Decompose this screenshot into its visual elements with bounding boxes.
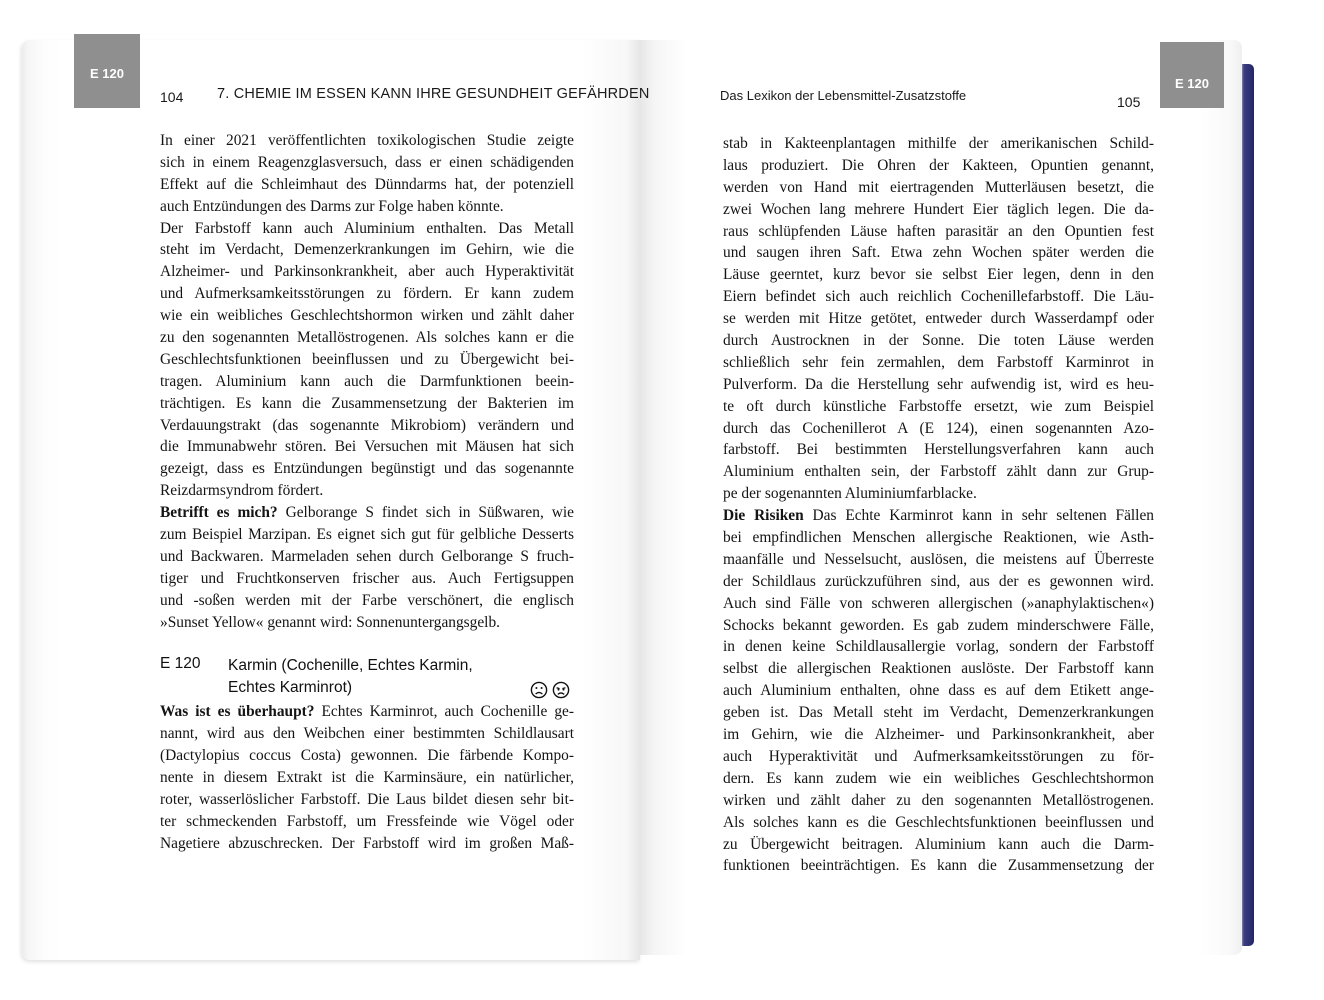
text-line (160, 261, 574, 283)
text-line (160, 415, 574, 437)
text-line (160, 701, 574, 723)
line-text: »Sunset Yellow« genannt wird: Sonnenuntergangsgelb. (160, 613, 500, 631)
line-text: zum Beispiel Marzipan. Es eignet sich gut für gelbliche Desserts (160, 526, 574, 544)
sad-face-icon (530, 681, 548, 699)
line-text: Nagetiere abzuschrecken. Der Farbstoff wird im großen Maß- (160, 834, 574, 852)
bold-lead-in: Was ist es überhaupt? (160, 703, 315, 721)
running-head-left: 7. CHEMIE IM ESSEN KANN IHRE GESUNDHEIT GEFÄHRDEN (217, 86, 650, 102)
section-gap (160, 633, 574, 655)
text-line (160, 239, 574, 261)
line-text: auch Aluminium enthalten, ohne dass es auf dem Etikett ange- (723, 682, 1154, 700)
text-line (723, 636, 1154, 658)
page-number-right: 105 (1117, 94, 1141, 110)
text-line (160, 283, 574, 305)
right-body-text (723, 133, 1154, 877)
line-text: ter schmeckenden Farbstoff, um Fressfeinde wie Vögel oder (160, 812, 574, 830)
text-line (160, 349, 574, 371)
line-text: (Dactylopius coccus Costa) gewonnen. Die färbende Kompo- (160, 747, 574, 765)
text-line (723, 724, 1154, 746)
text-line (723, 286, 1154, 308)
text-line (723, 680, 1154, 702)
text-line (723, 418, 1154, 440)
line-text: schließlich sehr fein zermahlen, dem Farbstoff Karminrot in (723, 353, 1154, 371)
line-text: Eiern befindet sich auch reichlich Cochenillefarbstoff. Die Läu- (723, 288, 1154, 306)
text-line (160, 789, 574, 811)
line-text: farbstoff. Bei bestimmten Herstellungsverfahren kann auch (723, 441, 1154, 459)
line-text: und Aufmerksamkeitsstörungen zu fördern. Er kann zudem (160, 285, 574, 303)
line-text: maanfälle und Nesselsucht, auslösen, die meistens auf Überreste (723, 550, 1154, 568)
text-line (723, 615, 1154, 637)
left-body-text (160, 130, 574, 633)
text-line (723, 571, 1154, 593)
page-number-left: 104 (160, 89, 184, 105)
line-text: Aluminium enthalten sein, der Farbstoff zählt dann zur Grup- (723, 463, 1154, 481)
line-text: Läuse geerntet, kurz bevor sie selbst Eier legen, denn in den (723, 266, 1154, 284)
text-line (723, 374, 1154, 396)
line-text: te oft durch künstliche Farbstoffe ersetzt, wie zum Beispiel (723, 397, 1154, 415)
text-line (723, 483, 1154, 505)
line-text: auch Entzündungen des Darms zur Folge haben könnte. (160, 197, 504, 215)
text-line (160, 524, 574, 546)
entry-title-line: Echtes Karminrot) (228, 679, 353, 697)
text-line (160, 767, 574, 789)
line-text: Pulverform. Da die Herstellung sehr aufwendig ist, wird es heu- (723, 375, 1154, 393)
entry-heading (160, 655, 574, 701)
line-text: trächtigen. Es kann die Zusammensetzung der Bakterien im (160, 394, 574, 412)
text-line (723, 308, 1154, 330)
left-column (160, 130, 574, 855)
book-edge (1240, 64, 1254, 946)
line-text: Auch sind Fälle von schweren allergischen (»anaphylaktischen«) (723, 594, 1154, 612)
text-line (723, 155, 1154, 177)
line-text: roter, wasserlöslicher Farbstoff. Die Laus bildet diesen sehr bit- (160, 791, 574, 809)
text-line (160, 371, 574, 393)
line-text: Geschlechtsfunktionen beeinflussen und zu Übergewicht bei- (160, 350, 574, 368)
line-text: sich in einem Reagenzglasversuch, dass er einen schädigenden (160, 153, 574, 171)
line-text: und -soßen werden mit der Farbe verschönert, die englisch (160, 591, 574, 609)
left-entry-text (160, 701, 574, 854)
text-line (160, 745, 574, 767)
line-text: Schocks bekannt geworden. Es gab zudem minderschwere Fälle, (723, 616, 1154, 634)
line-text: steht im Verdacht, Demenzerkrankungen im Gehirn, wie die (160, 241, 574, 259)
line-text: nannt, wird aus den Weibchen einer bestimmten Schildlausart (160, 725, 574, 743)
text-line (723, 242, 1154, 264)
text-line (723, 264, 1154, 286)
thumb-tab-right: E 120 (1160, 42, 1224, 108)
line-text: Reizdarmsyndrom fördert. (160, 482, 324, 500)
text-line (160, 327, 574, 349)
line-text: werden von Hand mit eiertragenden Mutterläusen besetzt, die (723, 178, 1154, 196)
text-line (723, 702, 1154, 724)
text-line (723, 330, 1154, 352)
line-text: tiger und Fruchtkonserven frischer aus. Auch Fertigsuppen (160, 569, 574, 587)
text-line (160, 568, 574, 590)
line-text: Effekt auf die Schleimhaut des Dünndarms hat, der potenziell (160, 175, 574, 193)
text-line (723, 396, 1154, 418)
running-head-right: Das Lexikon der Lebensmittel-Zusatzstoffe (720, 88, 967, 103)
text-line (723, 352, 1154, 374)
line-text: stab in Kakteenplantagen mithilfe der amerikanischen Schild- (723, 135, 1154, 152)
line-text: zu Übergewicht beitragen. Aluminium kann auch die Darm- (723, 835, 1154, 853)
line-text: Gelborange S findet sich in Süßwaren, wie (277, 504, 574, 522)
text-line (160, 723, 574, 745)
line-text: bei empfindlichen Menschen allergische Reaktionen, wie Asth- (723, 529, 1154, 547)
line-text: durch das Cochenillerot A (E 124), einen sogenannten Azo- (723, 419, 1154, 437)
text-line (723, 461, 1154, 483)
line-text: Das Echte Karminrot kann in sehr seltenen Fällen (803, 507, 1154, 525)
line-text: durch Austrocknen in der Sonne. Die toten Läuse werden (723, 332, 1154, 350)
line-text: laus produziert. Die Ohren der Kakteen, Opuntien genannt, (723, 156, 1154, 174)
line-text: der Schildlaus zurückzuführen sind, aus der es gewonnen wird. (723, 572, 1154, 590)
text-line (160, 196, 574, 218)
line-text: und Backwaren. Marmeladen sehen durch Gelborange S fruch- (160, 547, 574, 565)
line-text: selbst die allergischen Reaktionen auslöste. Der Farbstoff kann (723, 660, 1154, 678)
text-line (160, 811, 574, 833)
line-text: im Gehirn, wie die Alzheimer- und Parkinsonkrankheit, aber (723, 726, 1154, 744)
line-text: tragen. Aluminium kann auch die Darmfunktionen beein- (160, 372, 574, 390)
skull-face-icon (552, 681, 570, 699)
text-line (160, 480, 574, 502)
text-line (723, 133, 1154, 155)
line-text: raus schlüpfenden Läuse haften parasitär an den Opuntien fest (723, 222, 1154, 240)
text-line (723, 177, 1154, 199)
line-text: se werden mit Hitze getötet, entweder durch Wasserdampf oder (723, 310, 1154, 328)
text-line (723, 221, 1154, 243)
text-line (160, 833, 574, 855)
line-text: wie ein weibliches Geschlechtshormon wirken und zählt daher (160, 307, 574, 325)
entry-title-line: Karmin (Cochenille, Echtes Karmin, (228, 657, 473, 675)
text-line (723, 199, 1154, 221)
entry-code: E 120 (160, 655, 201, 673)
line-text: pe der sogenannten Aluminiumfarblacke. (723, 485, 977, 503)
line-text: geben ist. Das Metall steht im Verdacht, Demenzerkrankungen (723, 704, 1154, 722)
text-line (723, 549, 1154, 571)
text-line (160, 130, 574, 152)
text-line (160, 502, 574, 524)
line-text: Alzheimer- und Parkinsonkrankheit, aber auch Hyperaktivität (160, 263, 574, 281)
text-line (723, 746, 1154, 768)
bold-lead-in: Betrifft es mich? (160, 504, 278, 522)
text-line (160, 590, 574, 612)
text-line (723, 505, 1154, 527)
text-line (723, 790, 1154, 812)
text-line (160, 393, 574, 415)
line-text: In einer 2021 veröffentlichten toxikologischen Studie zeigte (160, 132, 574, 149)
line-text: dern. Es kann zudem wie ein weibliches Geschlechtshormon (723, 769, 1154, 787)
text-line (723, 812, 1154, 834)
line-text: nente in diesem Extrakt ist die Karminsäure, ein natürlicher, (160, 769, 574, 787)
line-text: zwei Wochen lang mehrere Hundert Eier täglich legen. Die da- (723, 200, 1154, 218)
line-text: gezeigt, dass es Entzündungen begünstigt und das sogenannte (160, 460, 574, 478)
text-line (723, 439, 1154, 461)
bold-lead-in: Die Risiken (723, 507, 804, 525)
text-line (723, 834, 1154, 856)
text-line (723, 855, 1154, 877)
line-text: Verdauungstrakt (das sogenannte Mikrobiom) verändern und (160, 416, 574, 434)
line-text: auch Hyperaktivität und Aufmerksamkeitsstörungen zu för- (723, 747, 1154, 765)
entry-title (228, 655, 528, 699)
line-text: Der Farbstoff kann auch Aluminium enthalten. Das Metall (160, 219, 574, 237)
text-line (160, 458, 574, 480)
line-text: funktionen beeinträchtigen. Es kann die Zusammensetzung der (723, 857, 1154, 875)
text-line (723, 527, 1154, 549)
line-text: in denen keine Schildlausallergie vorlag, sondern der Farbstoff (723, 638, 1154, 656)
text-line (723, 593, 1154, 615)
thumb-tab-left: E 120 (74, 34, 140, 108)
line-text: Echtes Karminrot, auch Cochenille ge- (314, 703, 574, 721)
text-line (723, 768, 1154, 790)
line-text: die Immunabwehr stören. Bei Versuchen mit Mäusen hat sich (160, 438, 574, 456)
text-line (160, 546, 574, 568)
right-column (723, 133, 1154, 877)
text-line (723, 658, 1154, 680)
line-text: zu den sogenannten Metallöstrogenen. Als solches kann er die (160, 329, 574, 347)
line-text: wirken und zählt daher zu den sogenannten Metallöstrogenen. (723, 791, 1154, 809)
line-text: Als solches kann es die Geschlechtsfunktionen beeinflussen und (723, 813, 1154, 831)
line-text: und saugen ihren Saft. Etwa zehn Wochen später werden die (723, 244, 1154, 262)
text-line (160, 152, 574, 174)
rating-icons (530, 681, 570, 699)
text-line (160, 612, 574, 634)
text-line (160, 174, 574, 196)
text-line (160, 305, 574, 327)
text-line (160, 218, 574, 240)
text-line (160, 436, 574, 458)
